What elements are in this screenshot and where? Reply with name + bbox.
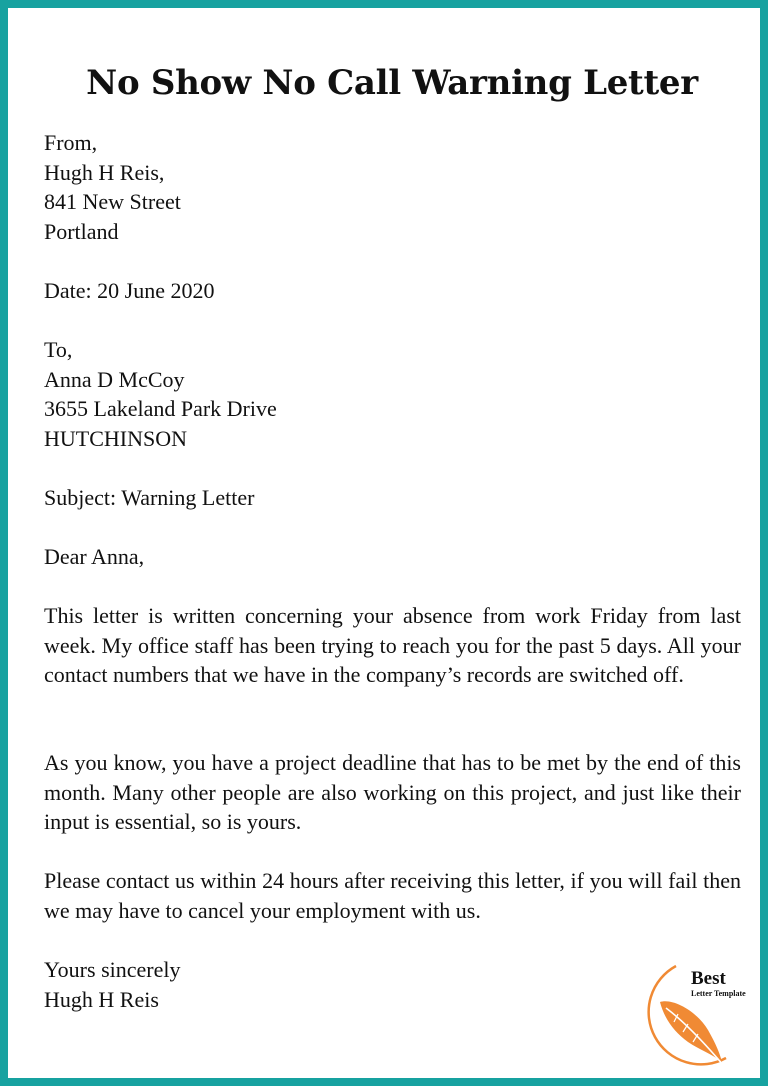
recipient-street: 3655 Lakeland Park Drive bbox=[44, 396, 277, 421]
body-paragraph-1: This letter is written concerning your absence from work Friday from last week. My office staff has been trying to reach you for the past 5 days. All your contact numbers that we have in the company’s records are switched off. bbox=[44, 603, 741, 687]
sender-city: Portland bbox=[44, 219, 119, 244]
page-title: No Show No Call Warning Letter bbox=[86, 63, 698, 103]
to-label: To, bbox=[44, 337, 73, 362]
recipient-name: Anna D McCoy bbox=[44, 367, 185, 392]
sender-street: 841 New Street bbox=[44, 189, 181, 214]
feather-icon bbox=[660, 1001, 724, 1066]
signature-name: Hugh H Reis bbox=[44, 987, 159, 1012]
salutation: Dear Anna, bbox=[44, 544, 145, 569]
logo-word: Best bbox=[691, 968, 726, 989]
logo-graphic bbox=[638, 958, 756, 1070]
body-paragraph-2: As you know, you have a project deadline that has to be met by the end of this month. Many other people are also working on this project, and just like their input is essential, so is yours. bbox=[44, 750, 741, 834]
from-label: From, bbox=[44, 130, 98, 155]
closing: Yours sincerely bbox=[44, 957, 181, 982]
letter-date: Date: 20 June 2020 bbox=[44, 278, 215, 303]
sender-name: Hugh H Reis, bbox=[44, 160, 165, 185]
subject-line: Subject: Warning Letter bbox=[44, 485, 255, 510]
recipient-city: HUTCHINSON bbox=[44, 426, 187, 451]
body-paragraph-3: Please contact us within 24 hours after receiving this letter, if you will fail then we may have to cancel your employment with us. bbox=[44, 868, 741, 923]
best-letter-template-logo bbox=[638, 958, 756, 1070]
logo-tagline: Letter Template bbox=[691, 989, 746, 998]
